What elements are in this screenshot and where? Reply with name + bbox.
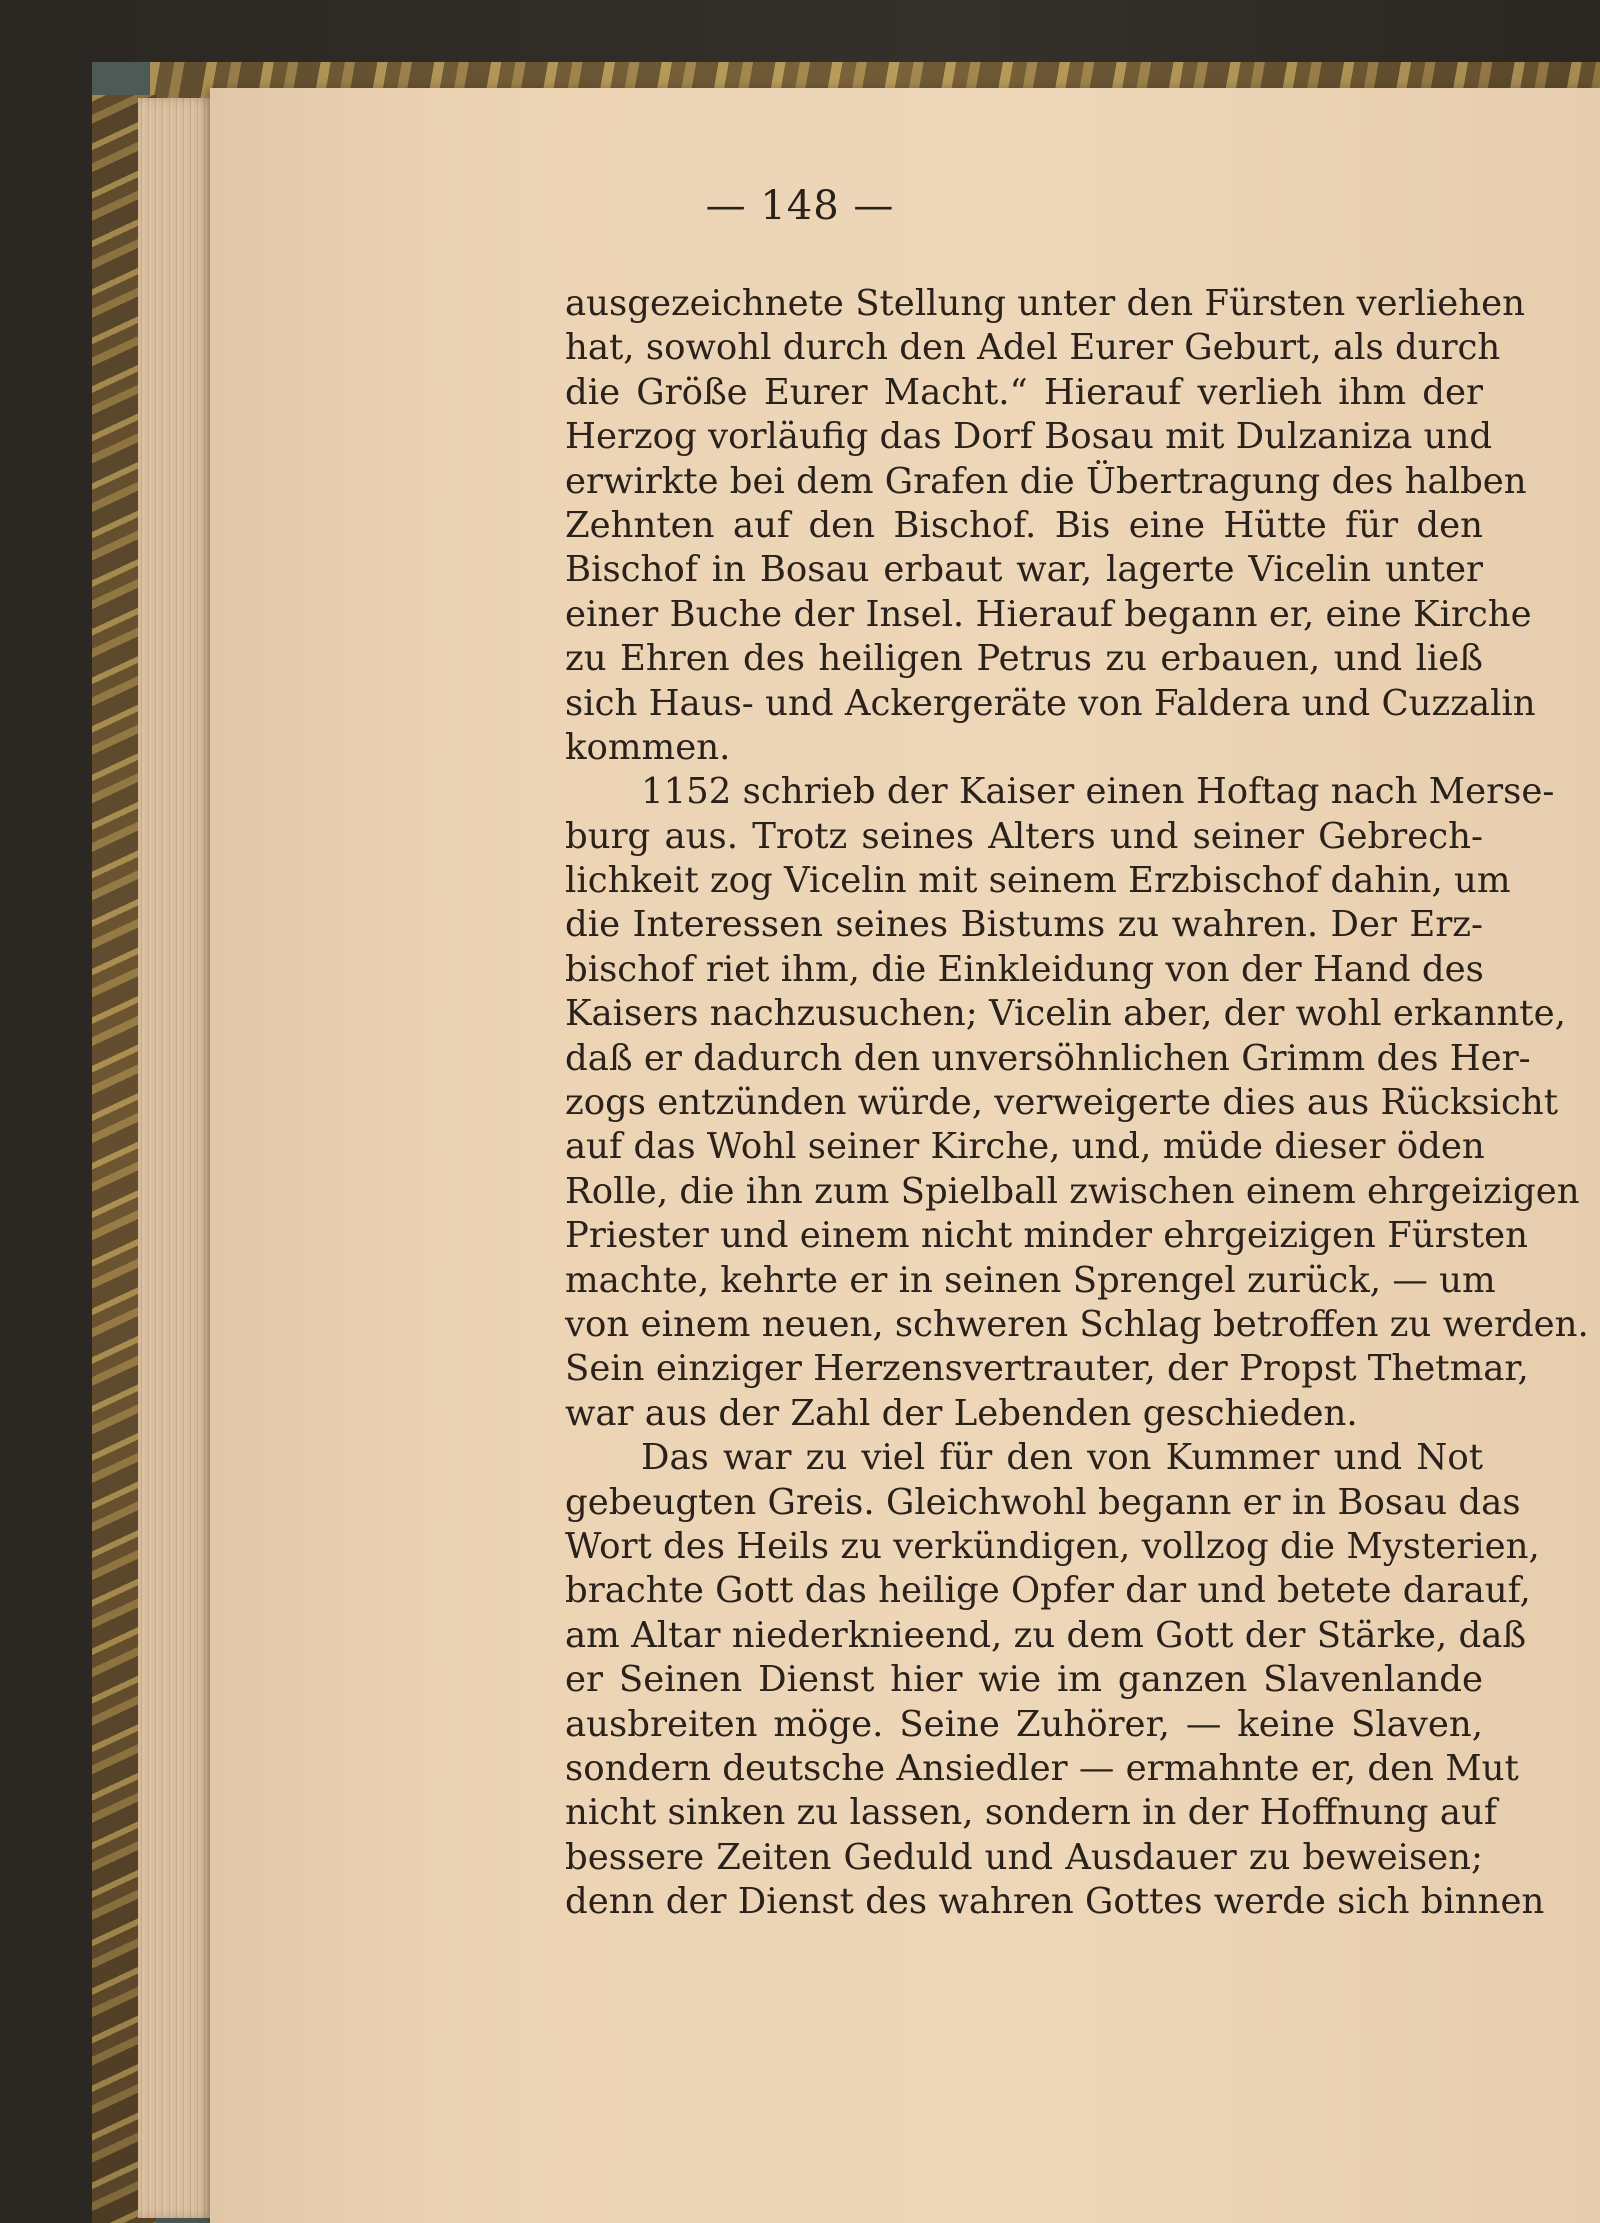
text-line: erwirkte bei dem Grafen die Übertragung des halben <box>565 460 1527 502</box>
text-line: Wort des Heils zu verkündigen, vollzog die Mysterien, <box>565 1525 1540 1567</box>
text-line: Kaisers nachzusuchen; Vicelin aber, der wohl erkannte, <box>565 993 1566 1035</box>
text-line: sondern deutsche Ansiedler — ermahnte er, den Mut <box>565 1747 1519 1789</box>
text-line: Zehnten auf den Bischof. Bis eine Hütte für den <box>565 504 1483 546</box>
text-line: bischof riet ihm, die Einkleidung von der Hand des <box>565 948 1484 990</box>
text-line: ausbreiten möge. Seine Zuhörer, — keine Slaven, <box>565 1703 1483 1745</box>
text-line: daß er dadurch den unversöhnlichen Grimm des Her- <box>565 1037 1531 1079</box>
text-line: von einem neuen, schweren Schlag betroffen zu werden. <box>565 1303 1589 1345</box>
text-line: Priester und einem nicht minder ehrgeizigen Fürsten <box>565 1215 1528 1257</box>
paragraph-1 <box>565 282 1536 770</box>
text-line: brachte Gott das heilige Opfer dar und betete darauf, <box>565 1570 1531 1612</box>
paragraph-2 <box>565 770 1589 1436</box>
text-line: war aus der Zahl der Lebenden geschieden. <box>565 1392 1358 1434</box>
text-line: denn der Dienst des wahren Gottes werde sich binnen <box>565 1881 1545 1923</box>
text-line: auf das Wohl seiner Kirche, und, müde dieser öden <box>565 1126 1485 1168</box>
text-line: burg aus. Trotz seines Alters und seiner Gebrech- <box>565 815 1483 857</box>
text-line: lichkeit zog Vicelin mit seinem Erzbischof dahin, um <box>565 860 1511 902</box>
text-line: hat, sowohl durch den Adel Eurer Geburt, als durch <box>565 327 1501 369</box>
text-line: bessere Zeiten Geduld und Ausdauer zu beweisen; <box>565 1836 1483 1878</box>
text-line: zu Ehren des heiligen Petrus zu erbauen, und ließ <box>565 638 1483 680</box>
paragraph-3 <box>565 1436 1545 1924</box>
page-number: — 148 — <box>705 183 895 229</box>
text-line: nicht sinken zu lassen, sondern in der Hoffnung auf <box>565 1792 1497 1834</box>
text-line: kommen. <box>565 726 731 768</box>
text-line: Das war zu viel für den von Kummer und Not <box>641 1437 1483 1479</box>
text-line: ausgezeichnete Stellung unter den Fürsten verliehen <box>565 283 1525 324</box>
text-line: einer Buche der Insel. Hierauf begann er, eine Kirche <box>565 593 1532 635</box>
page-edges <box>138 98 220 2218</box>
text-line: 1152 schrieb der Kaiser einen Hoftag nach Merse- <box>641 771 1555 813</box>
text-line: Herzog vorläufig das Dorf Bosau mit Dulzaniza und <box>565 416 1493 458</box>
text-line: sich Haus- und Ackergeräte von Faldera und Cuzzalin <box>565 682 1536 724</box>
text-line: gebeugten Greis. Gleichwohl begann er in Bosau das <box>565 1481 1521 1523</box>
text-line: zogs entzünden würde, verweigerte dies aus Rücksicht <box>565 1082 1559 1124</box>
text-line: die Größe Eurer Macht.“ Hierauf verlieh ihm der <box>565 371 1483 413</box>
body-text <box>565 282 1589 1924</box>
text-line: Bischof in Bosau erbaut war, lagerte Vicelin unter <box>565 549 1483 591</box>
text-line: er Seinen Dienst hier wie im ganzen Slavenlande <box>565 1659 1483 1701</box>
text-line: die Interessen seines Bistums zu wahren. Der Erz- <box>565 904 1483 946</box>
text-line: Rolle, die ihn zum Spielball zwischen einem ehrgeizigen <box>565 1170 1580 1212</box>
text-line: am Altar niederknieend, zu dem Gott der Stärke, daß <box>565 1614 1527 1656</box>
text-line: machte, kehrte er in seinen Sprengel zurück, — um <box>565 1259 1496 1301</box>
text-line: Sein einziger Herzensvertrauter, der Propst Thetmar, <box>565 1348 1529 1390</box>
